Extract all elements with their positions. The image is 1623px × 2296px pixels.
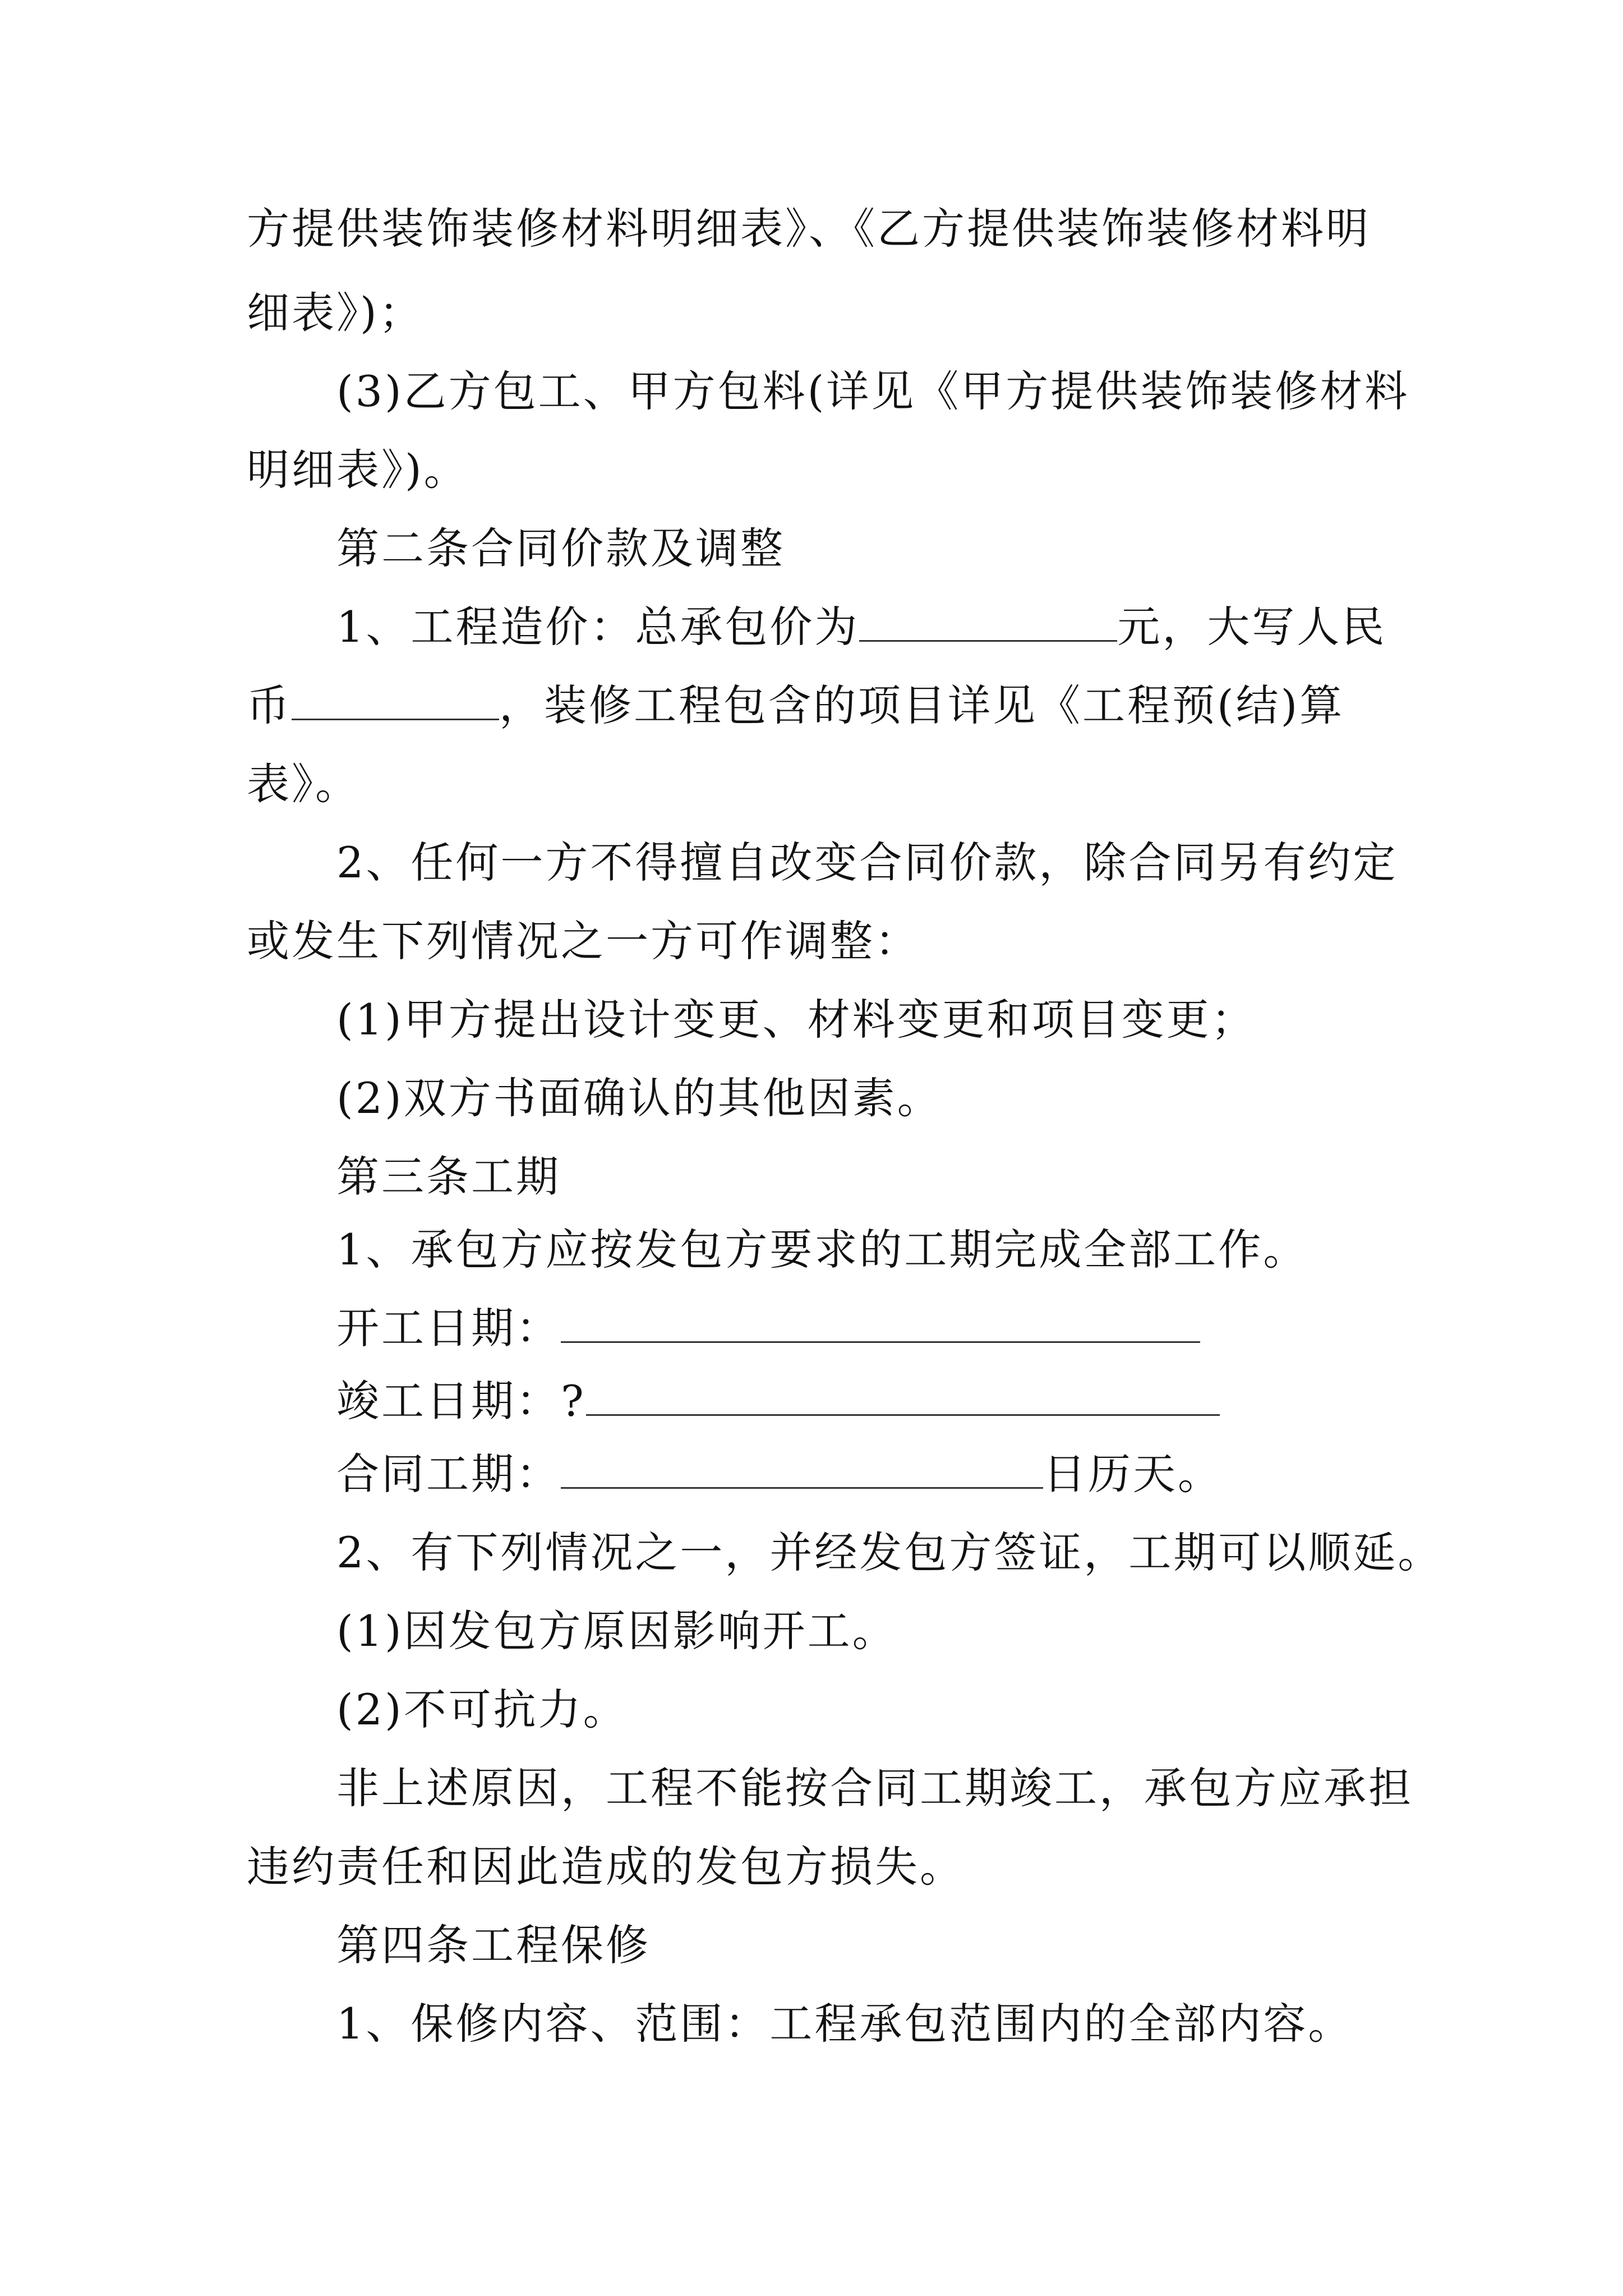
text-line: 1、承包方应按发包方要求的工期完成全部工作。 — [336, 1225, 1308, 1274]
text-line — [247, 680, 1345, 730]
text-line: (2)双方书面确认的其他因素。 — [336, 1073, 942, 1123]
text-line: 或发生下列情况之一方可作调整： — [247, 916, 920, 966]
section-heading: 第二条合同价款及调整 — [336, 523, 785, 573]
text-line: 表》。 — [247, 759, 360, 809]
text-line: (3)乙方包工、甲方包料(详见《甲方提供装饰装修材料 — [336, 366, 1410, 416]
text-line — [336, 1303, 1200, 1353]
fill-in-blank — [561, 1308, 1200, 1343]
text-fragment: 币 — [247, 680, 292, 730]
text-fragment: 日历天。 — [1043, 1449, 1223, 1499]
fill-in-blank — [292, 685, 499, 720]
text-fragment: 竣工日期：? — [336, 1376, 586, 1426]
text-line: (1)甲方提出设计变更、材料变更和项目变更； — [336, 995, 1256, 1045]
text-line: (2)不可抗力。 — [336, 1685, 628, 1734]
text-fragment: 1、工程造价：总承包价为 — [336, 602, 860, 652]
fill-in-blank — [561, 1453, 1043, 1489]
text-line — [336, 1376, 1220, 1426]
text-fragment: ，装修工程包含的项目详见《工程预(结)算 — [499, 680, 1345, 730]
text-fragment: 开工日期： — [336, 1303, 561, 1353]
text-line: 方提供装饰装修材料明细表》、《乙方提供装饰装修材料明 — [247, 204, 1371, 254]
text-fragment: 合同工期： — [336, 1449, 561, 1499]
text-line: 1、保修内容、范围：工程承包范围内的全部内容。 — [336, 1999, 1353, 2049]
section-heading: 第三条工期 — [336, 1152, 561, 1202]
text-line: 2、有下列情况之一，并经发包方签证，工期可以顺延。 — [336, 1527, 1443, 1577]
text-line: (1)因发包方原因影响开工。 — [336, 1606, 897, 1656]
text-line — [336, 1449, 1223, 1499]
text-line — [336, 602, 1387, 652]
text-line: 违约责任和因此造成的发包方损失。 — [247, 1842, 965, 1892]
text-line: 细表》)； — [247, 288, 424, 338]
fill-in-blank — [586, 1381, 1220, 1416]
fill-in-blank — [859, 606, 1117, 642]
text-line: 非上述原因，工程不能按合同工期竣工，承包方应承担 — [336, 1763, 1413, 1813]
text-line: 2、任何一方不得擅自改变合同价款，除合同另有约定 — [336, 838, 1398, 887]
section-heading: 第四条工程保修 — [336, 1920, 651, 1970]
text-fragment: 元，大写人民 — [1117, 602, 1387, 652]
text-line: 明细表》)。 — [247, 445, 469, 495]
